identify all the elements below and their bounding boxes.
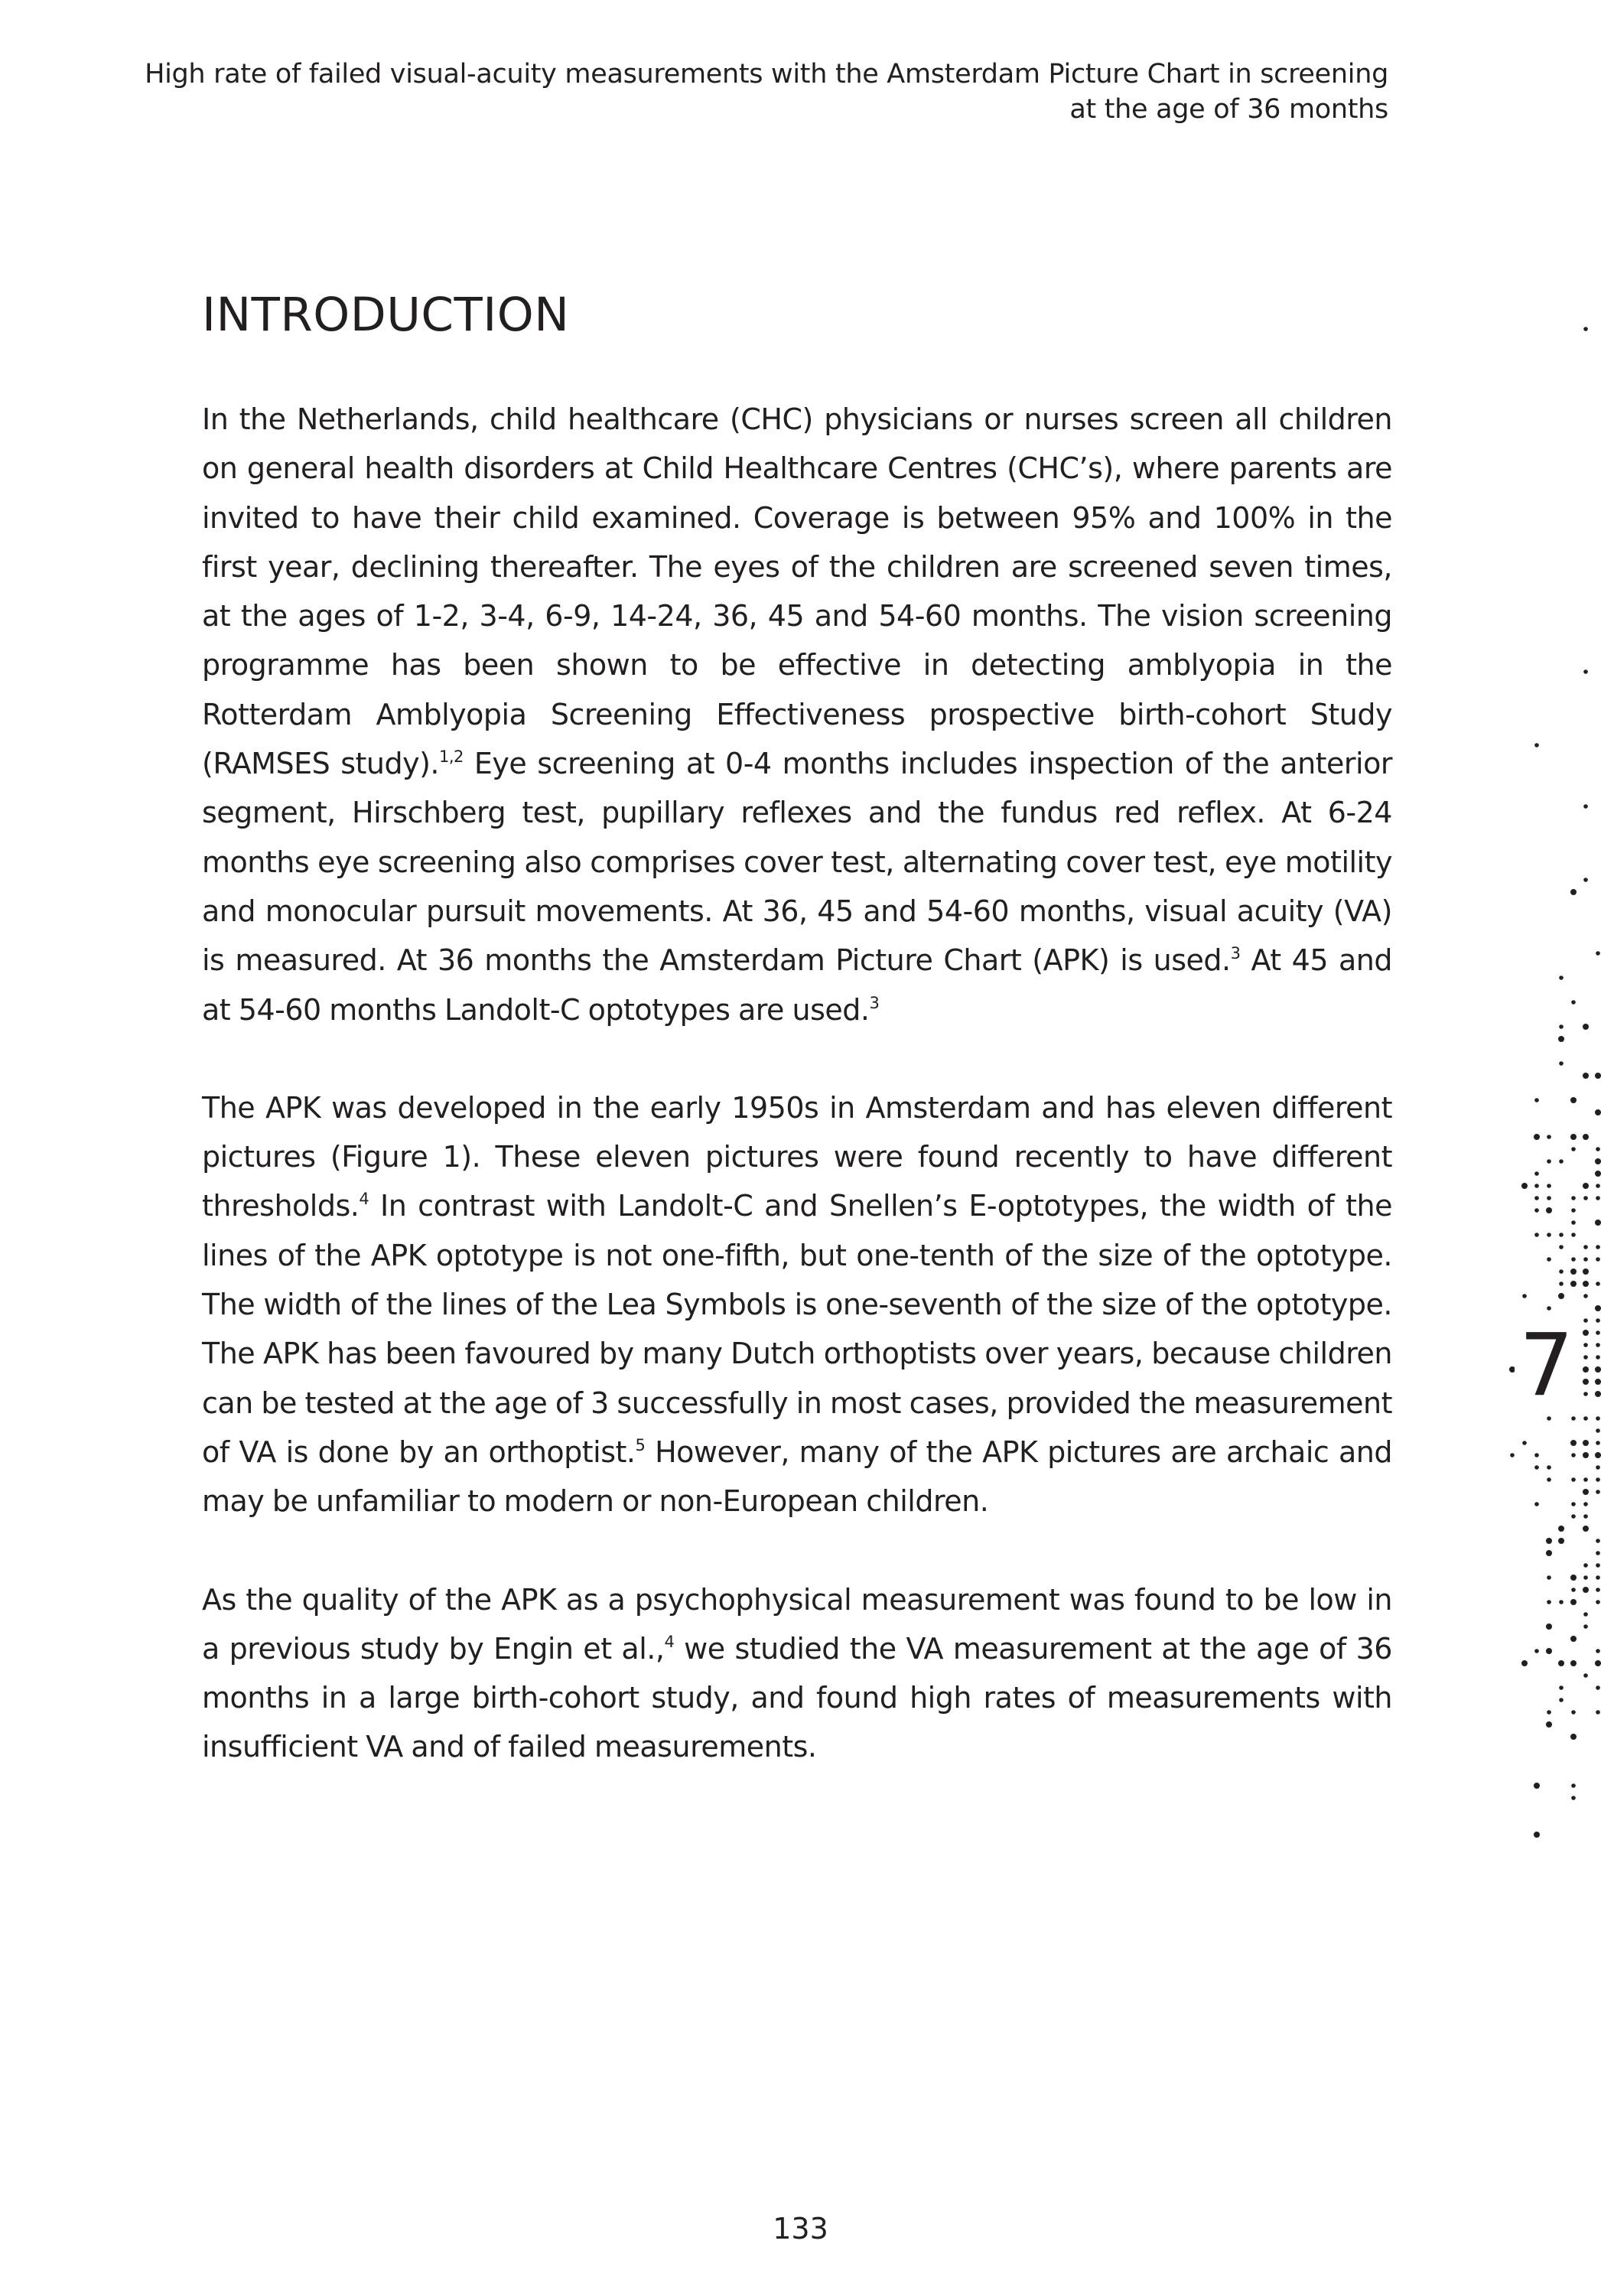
pattern-dot xyxy=(1546,1623,1552,1630)
footnote-ref: 5 xyxy=(635,1435,646,1454)
pattern-dot xyxy=(1583,1673,1588,1678)
pattern-dot xyxy=(1570,1097,1577,1103)
pattern-dot xyxy=(1583,1257,1588,1262)
paragraph-1-text-1: In the Netherlands, child healthcare (CHC) physicians or nurses screen all children on general health disorders at Child Healthcare Centres (CHC’s), where parents are invited to have their child examined. Coverage is between 95% and 100% in the first year, declining thereafter. The eyes of the children are screened seven times, at the ages of 1-2, 3-4, 6-9, 14-24, 36, 45 and 54-60 months. The vision screening programme has been shown to be effective in detecting amblyopia in the Rotterdam Amblyopia Screening Effectiveness prospective birth-cohort Study (RAMSES study). xyxy=(202,402,1392,781)
pattern-dot xyxy=(1596,1588,1600,1592)
pattern-dot xyxy=(1583,669,1588,674)
pattern-dot xyxy=(1559,1245,1564,1249)
pattern-dot xyxy=(1595,1109,1601,1115)
pattern-dot xyxy=(1570,1599,1577,1605)
pattern-dot xyxy=(1534,1783,1540,1789)
pattern-dot xyxy=(1534,1453,1539,1457)
paragraph-2-text-1: The APK was developed in the early 1950s in Amsterdam and has eleven different pictures (Figure 1). These eleven pictures were found recently to have different thresholds. xyxy=(202,1090,1392,1223)
running-header xyxy=(88,57,1388,127)
pattern-dot xyxy=(1571,1000,1576,1005)
paragraph-1-text-2: Eye screening at 0-4 months includes inspection of the anterior segment, Hirschberg test, pupillary reflexes and the fundus red reflex. At 6-24 months eye screening also comprises cover test, alternating cover test, eye motility and monocular pursuit movements. At 36, 45 and 54-60 months, visual acuity (VA) is measured. At 36 months the Amsterdam Picture Chart (APK) is used. xyxy=(202,747,1392,978)
pattern-dot xyxy=(1571,1416,1576,1421)
body-text xyxy=(202,395,1392,1821)
pattern-dot xyxy=(1596,1330,1600,1335)
pattern-dot xyxy=(1570,1636,1577,1642)
pattern-dot xyxy=(1583,1575,1588,1580)
paragraph-1-text-3: At 45 and at 54-60 months Landolt-C optotypes are used. xyxy=(202,943,1392,1027)
pattern-dot xyxy=(1583,1196,1588,1200)
pattern-dot xyxy=(1595,1391,1601,1397)
chapter-thumb-tab-pattern xyxy=(1492,0,1601,2296)
pattern-dot xyxy=(1534,1208,1539,1213)
pattern-dot xyxy=(1571,1783,1576,1788)
pattern-dot xyxy=(1571,1588,1576,1592)
pattern-dot xyxy=(1558,1293,1564,1299)
pattern-dot xyxy=(1595,1158,1601,1164)
pattern-dot xyxy=(1571,1502,1576,1506)
pattern-dot xyxy=(1596,1245,1600,1249)
pattern-dot xyxy=(1571,1147,1576,1151)
pattern-dot xyxy=(1570,1268,1577,1275)
section-title: INTRODUCTION xyxy=(202,288,570,342)
pattern-dot xyxy=(1596,1318,1600,1323)
pattern-dot xyxy=(1583,1502,1588,1506)
pattern-dot xyxy=(1570,1734,1577,1740)
pattern-dot xyxy=(1583,1624,1588,1629)
pattern-dot xyxy=(1583,1587,1589,1593)
pattern-dot xyxy=(1596,1184,1600,1188)
pattern-dot xyxy=(1596,1428,1600,1433)
pattern-dot xyxy=(1534,1098,1539,1102)
pattern-dot xyxy=(1547,1233,1551,1237)
pattern-dot xyxy=(1583,1416,1588,1421)
pattern-dot xyxy=(1596,1685,1600,1690)
pattern-dot xyxy=(1596,1575,1600,1580)
paragraph-3 xyxy=(202,1575,1392,1772)
pattern-dot xyxy=(1583,327,1588,331)
pattern-dot xyxy=(1583,1366,1589,1373)
pattern-dot xyxy=(1583,1489,1589,1495)
pattern-dot xyxy=(1596,1710,1600,1715)
pattern-dot xyxy=(1534,1196,1539,1200)
pattern-dot xyxy=(1559,1233,1564,1237)
paragraph-1 xyxy=(202,395,1392,1034)
pattern-dot xyxy=(1583,1452,1589,1458)
pattern-dot xyxy=(1534,1832,1540,1838)
pattern-dot xyxy=(1547,1465,1551,1470)
pattern-dot xyxy=(1596,1465,1600,1470)
pattern-dot xyxy=(1546,1550,1552,1556)
paragraph-2 xyxy=(202,1083,1392,1526)
pattern-dot xyxy=(1559,1282,1564,1286)
pattern-dot xyxy=(1570,1660,1577,1666)
pattern-dot xyxy=(1571,1208,1576,1213)
pattern-dot xyxy=(1596,1490,1600,1494)
pattern-dot xyxy=(1595,1366,1601,1373)
pattern-dot xyxy=(1571,1257,1576,1262)
footnote-ref: 4 xyxy=(664,1632,675,1651)
pattern-dot xyxy=(1595,1660,1601,1666)
pattern-dot xyxy=(1558,1660,1564,1666)
pattern-dot xyxy=(1571,1220,1576,1225)
pattern-dot xyxy=(1534,743,1539,747)
pattern-dot xyxy=(1559,1269,1564,1274)
pattern-dot xyxy=(1595,1379,1601,1385)
pattern-dot xyxy=(1522,1441,1527,1445)
pattern-dot xyxy=(1571,1233,1576,1237)
pattern-dot xyxy=(1583,1477,1588,1482)
pattern-dot xyxy=(1558,1036,1564,1042)
pattern-dot xyxy=(1583,1268,1589,1275)
pattern-dot xyxy=(1534,1233,1539,1237)
pattern-dot xyxy=(1559,1061,1564,1066)
pattern-dot xyxy=(1521,1660,1528,1666)
pattern-dot xyxy=(1546,1721,1552,1728)
pattern-dot xyxy=(1534,1502,1539,1506)
pattern-dot xyxy=(1547,1135,1551,1139)
pattern-dot xyxy=(1547,1416,1551,1421)
pattern-dot xyxy=(1595,1305,1601,1311)
pattern-dot xyxy=(1596,1551,1600,1555)
pattern-dot xyxy=(1534,1184,1539,1188)
pattern-dot xyxy=(1595,1452,1601,1458)
footnote-ref: 3 xyxy=(1230,944,1241,963)
pattern-dot xyxy=(1547,1159,1551,1164)
pattern-dot xyxy=(1596,1563,1600,1568)
pattern-dot xyxy=(1571,1196,1576,1200)
pattern-dot xyxy=(1571,1477,1576,1482)
pattern-dot xyxy=(1596,1282,1600,1286)
pattern-dot xyxy=(1596,1649,1600,1653)
pattern-dot xyxy=(1570,1440,1577,1446)
pattern-dot xyxy=(1583,1318,1588,1323)
pattern-dot xyxy=(1583,1440,1589,1446)
chapter-number: 7 xyxy=(1515,1316,1578,1415)
pattern-dot xyxy=(1583,1134,1589,1140)
pattern-dot xyxy=(1571,1710,1576,1715)
pattern-dot xyxy=(1547,1575,1551,1580)
pattern-dot xyxy=(1596,1416,1600,1421)
pattern-dot xyxy=(1558,1526,1564,1532)
pattern-dot xyxy=(1547,1306,1551,1311)
pattern-dot xyxy=(1583,1024,1589,1030)
pattern-dot xyxy=(1546,1538,1552,1544)
pattern-dot xyxy=(1596,1600,1600,1604)
pattern-dot xyxy=(1547,1710,1551,1715)
pattern-dot xyxy=(1583,1355,1588,1360)
page-number: 133 xyxy=(773,2212,828,2246)
pattern-dot xyxy=(1570,1575,1577,1581)
footnote-ref: 3 xyxy=(869,993,880,1012)
pattern-dot xyxy=(1596,1147,1600,1151)
pattern-dot xyxy=(1583,1073,1589,1079)
pattern-dot xyxy=(1534,1465,1539,1470)
pattern-dot xyxy=(1583,878,1588,882)
pattern-dot xyxy=(1571,1453,1576,1457)
paragraph-3-text-1: As the quality of the APK as a psychophysical measurement was found to be low in a previous study by Engin et al., xyxy=(202,1582,1392,1666)
pattern-dot xyxy=(1583,1514,1588,1519)
pattern-dot xyxy=(1583,1281,1589,1287)
pattern-dot xyxy=(1571,1514,1576,1519)
pattern-dot xyxy=(1510,1453,1515,1457)
pattern-dot xyxy=(1559,1600,1564,1604)
pattern-dot xyxy=(1559,1024,1564,1029)
footnote-ref: 1,2 xyxy=(439,747,464,767)
pattern-dot xyxy=(1595,1171,1601,1177)
footnote-ref: 4 xyxy=(359,1190,369,1209)
pattern-dot xyxy=(1583,1183,1589,1189)
pattern-dot xyxy=(1559,1698,1564,1702)
pattern-dot xyxy=(1583,804,1588,809)
pattern-dot xyxy=(1596,1196,1600,1200)
pattern-dot xyxy=(1546,1648,1552,1654)
running-header-line-1: High rate of failed visual-acuity measurements with the Amsterdam Picture Chart in screening xyxy=(145,59,1388,90)
pattern-dot xyxy=(1559,1685,1564,1690)
pattern-dot xyxy=(1583,1612,1588,1617)
running-header-line-2: at the age of 36 months xyxy=(1069,94,1388,125)
pattern-dot xyxy=(1547,1257,1551,1262)
pattern-dot xyxy=(1596,1539,1600,1543)
pattern-dot xyxy=(1534,1649,1539,1653)
pattern-dot xyxy=(1546,1207,1552,1213)
pattern-dot xyxy=(1583,1526,1589,1532)
pattern-dot xyxy=(1596,1355,1600,1360)
pattern-dot xyxy=(1583,1245,1588,1249)
pattern-dot xyxy=(1547,1196,1551,1200)
pattern-dot xyxy=(1583,1392,1588,1396)
pattern-dot xyxy=(1534,1134,1540,1140)
pattern-dot xyxy=(1596,1441,1600,1445)
pattern-dot xyxy=(1521,1183,1528,1189)
pattern-dot xyxy=(1547,1600,1551,1604)
pattern-dot xyxy=(1596,1343,1600,1347)
pattern-dot xyxy=(1596,1477,1600,1482)
pattern-dot xyxy=(1522,1294,1527,1298)
pattern-dot xyxy=(1583,1379,1589,1385)
pattern-dot xyxy=(1547,1184,1551,1188)
pattern-dot xyxy=(1570,1281,1577,1287)
pattern-dot xyxy=(1559,1159,1564,1164)
pattern-dot xyxy=(1583,1330,1589,1336)
paragraph-2-text-3: However, many of the APK pictures are archaic and may be unfamiliar to modern or non-European children. xyxy=(202,1435,1392,1519)
dot-pattern xyxy=(1509,327,1601,1838)
pattern-dot xyxy=(1570,1134,1577,1140)
pattern-dot xyxy=(1558,1538,1564,1544)
pattern-dot xyxy=(1547,1477,1551,1482)
pattern-dot xyxy=(1595,1220,1601,1226)
paragraph-2-text-2: In contrast with Landolt-C and Snellen’s E-optotypes, the width of the lines of the APK optotype is not one-fifth, but one-tenth of the size of the optotype. The width of the lines of the Lea Symbols is one-seventh of the size of the optotype. The APK has been favoured by many Dutch orthoptists over years, because children can be tested at the age of 3 successfully in most cases, provided the measurement of VA is done by an orthoptist. xyxy=(202,1189,1392,1469)
pattern-dot xyxy=(1570,889,1577,895)
pattern-dot xyxy=(1583,1294,1588,1298)
pattern-dot xyxy=(1595,1073,1601,1079)
pattern-dot xyxy=(1583,1343,1588,1347)
pattern-dot xyxy=(1534,1171,1539,1176)
pattern-dot xyxy=(1596,951,1600,956)
pattern-dot xyxy=(1571,1796,1576,1800)
pattern-dot xyxy=(1596,1257,1600,1262)
pattern-dot xyxy=(1583,1563,1588,1568)
pattern-dot xyxy=(1559,975,1564,980)
paragraph-3-text-2: we studied the VA measurement at the age of 36 months in a large birth-cohort study, and found high rates of measurements with insufficient VA and of failed measurements. xyxy=(202,1631,1392,1764)
